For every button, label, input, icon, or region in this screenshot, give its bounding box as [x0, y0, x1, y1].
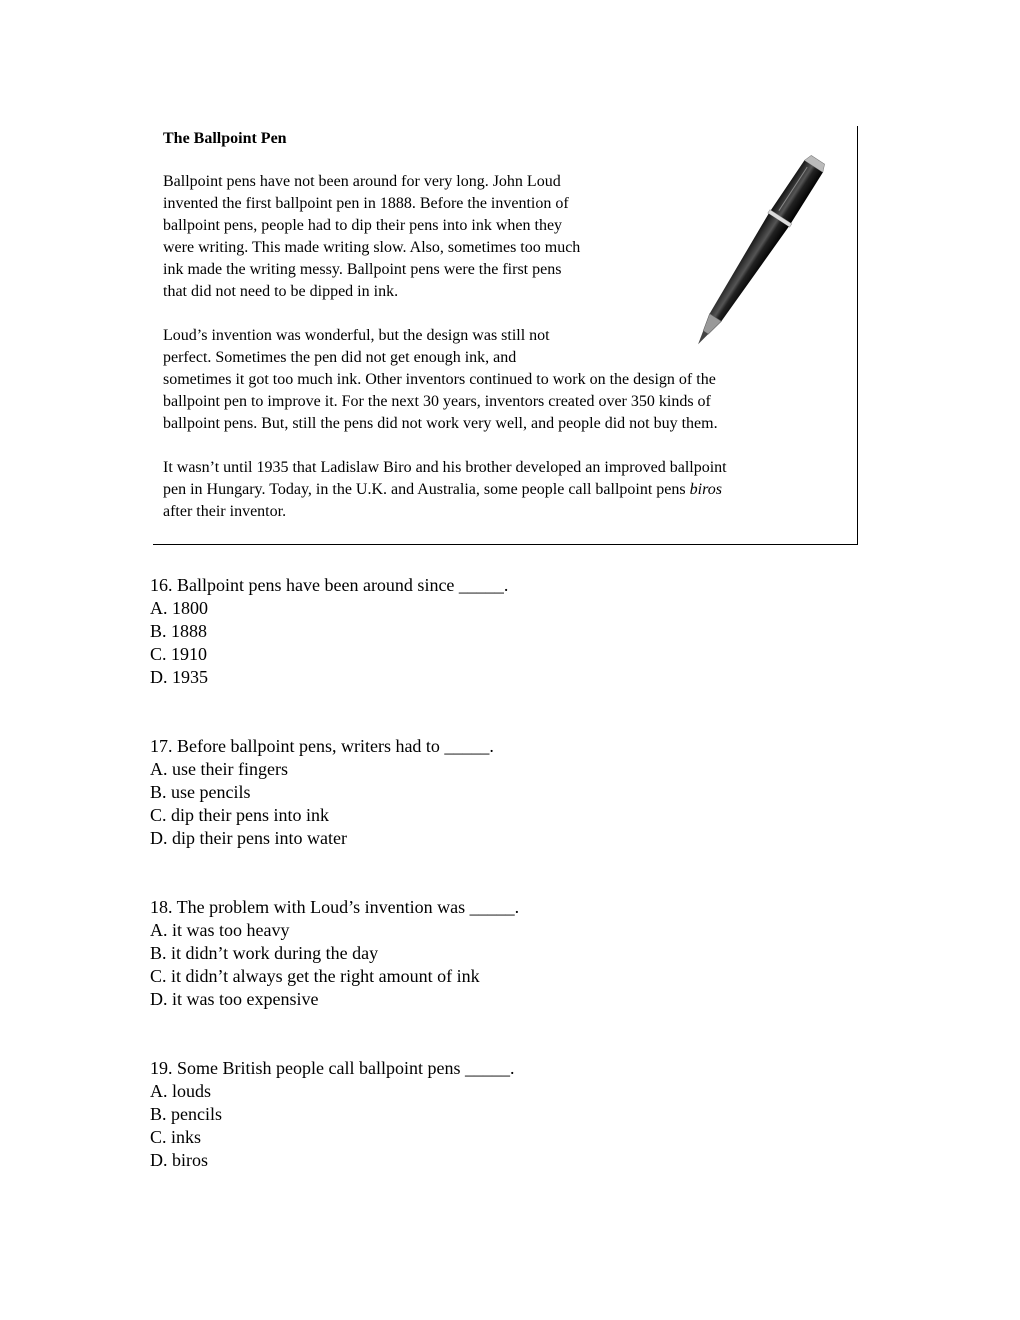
passage-paragraph-3: [163, 457, 727, 523]
passage-paragraph-1: [163, 171, 580, 303]
passage-line: invented the first ballpoint pen in 1888. Before the invention of: [163, 195, 569, 212]
answer-option[interactable]: B. use pencils: [150, 782, 251, 802]
answer-option[interactable]: D. 1935: [150, 667, 208, 687]
question-stem: 17. Before ballpoint pens, writers had to _____.: [150, 736, 494, 756]
passage-title: The Ballpoint Pen: [163, 130, 287, 147]
answer-option[interactable]: C. it didn’t always get the right amount of ink: [150, 966, 480, 986]
answer-option[interactable]: D. biros: [150, 1150, 208, 1170]
passage-line: Ballpoint pens have not been around for very long. John Loud: [163, 173, 561, 190]
question-stem: 16. Ballpoint pens have been around since _____.: [150, 575, 509, 595]
answer-option[interactable]: D. it was too expensive: [150, 989, 319, 1009]
passage-line: were writing. This made writing slow. Also, sometimes too much: [163, 239, 581, 256]
question-19: [150, 1057, 514, 1172]
question-16: [150, 574, 508, 689]
answer-option[interactable]: B. pencils: [150, 1104, 222, 1124]
answer-option[interactable]: C. inks: [150, 1127, 202, 1147]
question-18: [150, 896, 519, 1011]
answer-option[interactable]: D. dip their pens into water: [150, 828, 347, 848]
passage-line-text: pen in Hungary. Today, in the U.K. and Australia, some people call ballpoint pens: [163, 481, 690, 498]
passage-line: ballpoint pens, people had to dip their pens into ink when they: [163, 217, 563, 234]
answer-option[interactable]: A. use their fingers: [150, 759, 288, 779]
passage-line: ballpoint pens. But, still the pens did not work very well, and people did not buy them.: [163, 415, 718, 432]
passage-line: ink made the writing messy. Ballpoint pens were the first pens: [163, 261, 562, 278]
answer-option[interactable]: B. 1888: [150, 621, 208, 641]
passage-line: [163, 479, 727, 501]
question-stem: 18. The problem with Loud’s invention was _____.: [150, 897, 520, 917]
question-17: [150, 735, 494, 850]
answer-option[interactable]: C. 1910: [150, 644, 208, 664]
passage-line: sometimes it got too much ink. Other inventors continued to work on the design of the: [163, 371, 716, 388]
answer-option[interactable]: C. dip their pens into ink: [150, 805, 329, 825]
italic-term: biros: [689, 481, 722, 498]
passage-line: after their inventor.: [163, 503, 287, 520]
answer-option[interactable]: A. louds: [150, 1081, 212, 1101]
passage-line: perfect. Sometimes the pen did not get enough ink, and: [163, 349, 517, 366]
passage-line: Loud’s invention was wonderful, but the design was still not: [163, 327, 550, 344]
passage-line: It wasn’t until 1935 that Ladislaw Biro and his brother developed an improved ballpoint: [163, 459, 727, 476]
passage-line: ballpoint pen to improve it. For the next 30 years, inventors created over 350 kinds of: [163, 393, 711, 410]
answer-option[interactable]: B. it didn’t work during the day: [150, 943, 379, 963]
ballpoint-pen-illustration: [683, 140, 833, 365]
answer-option[interactable]: A. 1800: [150, 598, 208, 618]
question-stem: 19. Some British people call ballpoint pens _____.: [150, 1058, 515, 1078]
answer-option[interactable]: A. it was too heavy: [150, 920, 290, 940]
passage-paragraph-2: [163, 325, 718, 435]
passage-line: that did not need to be dipped in ink.: [163, 283, 399, 300]
